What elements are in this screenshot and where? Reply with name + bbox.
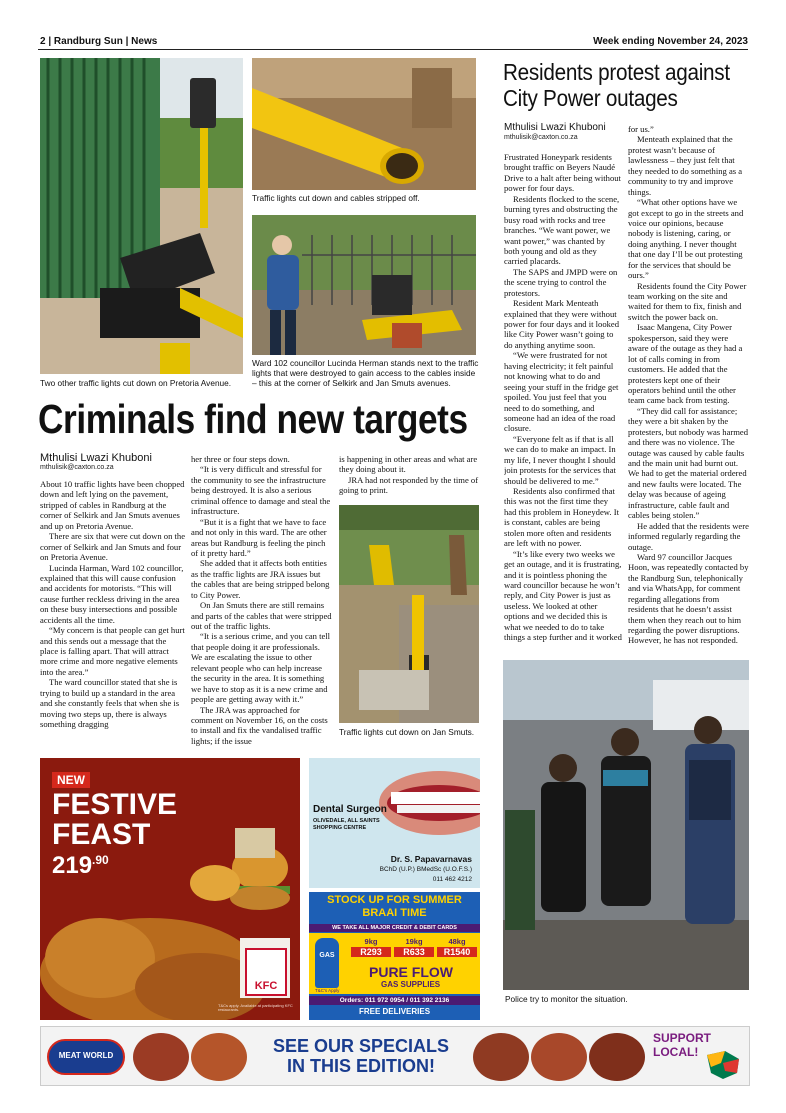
- meat-world-logo-text: MEAT WORLD: [58, 1051, 114, 1060]
- kfc-title-feast: FEAST: [52, 818, 151, 851]
- ad-pure-flow-gas[interactable]: [309, 892, 480, 1020]
- paragraph: is happening in other areas and what are they doing about it.: [339, 454, 478, 475]
- paragraph: The ward councillor stated that she is trying to build up a standard in the area and she constantly feels that when she is moving two steps up, there is always something dragging: [40, 677, 180, 730]
- byline-article2: Mthulisi Lwazi Khuboni: [504, 122, 606, 133]
- banner-meat-1: [133, 1033, 189, 1081]
- photo-police: [503, 660, 749, 990]
- banner-meat-5: [589, 1033, 645, 1081]
- gas-size-price: R1540: [437, 947, 477, 957]
- caption-cables-stripped: Traffic lights cut down and cables stripped off.: [252, 193, 420, 203]
- smile-image: [369, 758, 480, 848]
- paragraph: “It’s like every two weeks we get an outage, and it is frustrating, and it is pointless phoning the ward councillor because he won’t reply, and City Power is just as useless. We looked at other options and we decided this is what we needed to do to take things a step further and it worked: [504, 548, 622, 643]
- gas-size-price: R633: [394, 947, 434, 957]
- paragraph: On Jan Smuts there are still remains and parts of the cables that were stripped out of the traffic lights.: [191, 600, 332, 631]
- paragraph: The SAPS and JMPD were on the scene trying to control the protestors.: [504, 266, 618, 298]
- paragraph: “Everyone felt as if that is all we can do to make an impact. In my life, I never thought I should join protests for the services that should be delivered to me.”: [504, 433, 616, 486]
- photo-councillor: [252, 215, 476, 355]
- paragraph: Frustrated Honeypark residents brought traffic on Beyers Naudé Drive to a halt after being without power for four days.: [504, 152, 621, 194]
- header-rule: [38, 49, 748, 50]
- banner-line2: IN THIS EDITION!: [287, 1056, 435, 1076]
- jan-smuts-image: [339, 505, 479, 723]
- paragraph: The JRA was approached for comment on November 16, on the costs to install and fix the vandalised traffic lights; if the issue: [191, 704, 328, 746]
- kfc-logo-text: KFC: [254, 980, 278, 992]
- paragraph: “It is a serious crime, and you can tell that people doing it are professionals. We are escalating the issue to other relevant people who can help increase the security in the area. It is something we have to stop as it is a new crime and people are getting away with it.”: [191, 631, 331, 705]
- headline-residents: [503, 60, 755, 112]
- cables-stripped-image: [252, 58, 476, 190]
- dental-title: Dental Surgeon: [313, 804, 387, 815]
- byline-article1: Mthulisi Lwazi Khuboni: [40, 452, 152, 464]
- support-local-badge: [653, 1031, 745, 1083]
- gas-size-19kg: [394, 937, 434, 957]
- caption-jan-smuts: Traffic lights cut down on Jan Smuts.: [339, 727, 475, 737]
- photo-cables-stripped: [252, 58, 476, 190]
- gas-orders[interactable]: Orders: 011 972 0954 / 011 392 2136: [309, 996, 480, 1005]
- paragraph: Menteath explained that the protest wasn’t because of lawlessness – they just felt that they needed to do something as a community to try and improve things.: [628, 134, 743, 197]
- page-number: 2 | Randburg Sun |: [40, 36, 129, 47]
- paragraph: Residents also confirmed that this was not the first time they had this problem in Honeydew. It is constant, cables are being stolen more often and residents are left with no power.: [504, 486, 619, 549]
- section-name: News: [131, 36, 158, 47]
- south-africa-map-icon: [703, 1049, 743, 1081]
- paragraph: her three or four steps down.: [191, 454, 290, 464]
- caption-pretoria-avenue: Two other traffic lights cut down on Pretoria Avenue.: [40, 378, 232, 388]
- kfc-logo: [245, 948, 287, 996]
- headline-criminals: Criminals find new targets: [38, 396, 468, 442]
- paragraph: There are six that were cut down on the corner of Selkirk and Jan Smuts and four on Pretoria Avenue.: [40, 531, 186, 563]
- ad-kfc-festive-feast[interactable]: [40, 758, 300, 1020]
- paragraph: He added that the residents were informed regularly regarding the outage.: [628, 520, 749, 552]
- dental-doctor: Dr. S. Papavarnavas: [390, 854, 472, 864]
- article1-column3: [339, 454, 479, 499]
- banner-meat-2: [191, 1033, 247, 1081]
- article2-column1: [504, 152, 622, 704]
- paragraph: Residents flocked to the scene, burning tyres and obstructing the busy road with rocks and tree branches. “We want power, we want power,” was chanted by both young and old as they carried placards.: [504, 193, 620, 267]
- paragraph: Isaac Mangena, City Power spokesperson, said they were aware of the outage as they had a lot of calls coming in from customers. He added that the protesters kept one of their operators behind until the other team came back from testing.: [628, 322, 743, 406]
- photo-jan-smuts: [339, 505, 479, 723]
- article1-column2: [191, 454, 333, 772]
- kfc-fine-print: T&Cs apply. Available at participating KFC restaurants.: [218, 1003, 293, 1013]
- banner-line1: SEE OUR SPECIALS: [272, 1036, 450, 1056]
- paragraph: “They did call for assistance; they were a bit shaken by the protesters, but nobody was harmed and there was no violence. The outage was caused by cable faults and the main unit had burnt out. We had to get the material ordered and new faults were located. The delay was because of ageing infrastructure, cable fault and cables being stolen.”: [628, 405, 749, 521]
- support-local-text-1: SUPPORT: [653, 1031, 712, 1045]
- paragraph: “My concern is that people can get hurt and this sends out a message that the place is falling apart. That will attract more crime and more negative elements into the area.”: [40, 625, 185, 677]
- paragraph: “We were frustrated for not having electricity; it felt painful not knowing what to do and seeing your stuff in the fridge get spoiled. You just feel that you need to do something, and someone had an idea of the road closure.: [504, 350, 619, 434]
- gas-brand-sub: GAS SUPPLIES: [381, 980, 441, 989]
- gas-headline-2: BRAAI TIME: [362, 907, 427, 919]
- paragraph: “But it is a fight that we have to face and not only in this ward. The are other areas but Randburg is feeling the pinch of it pretty hard.”: [191, 516, 327, 558]
- caption-police: Police try to monitor the situation.: [505, 994, 628, 1004]
- page-section-label: [40, 36, 157, 47]
- councillor-image: [252, 215, 476, 355]
- dental-location-2: SHOPPING CENTRE: [313, 825, 367, 831]
- gas-size-price: R293: [351, 947, 391, 957]
- gas-size-label: 48kg: [448, 937, 466, 946]
- gas-size-9kg: [351, 937, 391, 957]
- bottom-banner[interactable]: [40, 1026, 750, 1086]
- ad-dental-surgeon[interactable]: [309, 758, 480, 888]
- paragraph: Ward 97 councillor Jacques Hoon, was repeatedly contacted by the Randburg Sun, telephonically and via WhatsApp, for comment regarding allegations from residents that he doesn’t assist them when they reach out to him regarding the power disruptions. However, he has not responded.: [628, 551, 749, 646]
- gas-headline-1: STOCK UP FOR SUMMER: [327, 894, 462, 906]
- gas-brand: PURE FLOW: [369, 964, 453, 980]
- gas-size-label: 19kg: [405, 937, 423, 946]
- photo-pretoria-avenue: [40, 58, 243, 374]
- headline-residents-line1: Residents protest against: [503, 59, 730, 85]
- gas-delivery: FREE DELIVERIES: [358, 1007, 431, 1016]
- paragraph: Resident Mark Menteath explained that they were without power for four days and it looked like City Power wasn’t going to do anything anytime soon.: [504, 298, 620, 350]
- paragraph: Lucinda Harman, Ward 102 councillor, explained that this will cause confusion and accidents for motorists. “This will cause further reckless driving in the area on these busy intersections and possible accidents all the time.: [40, 562, 184, 625]
- article1-column1: [40, 479, 186, 771]
- article2-column2: [628, 124, 749, 704]
- paragraph: About 10 traffic lights have been chopped down and left lying on the pavement, stripped of cables in Randburg at the corner of Selkirk and Jan Smuts avenues and up on Pretoria Avenue.: [40, 479, 185, 531]
- gas-size-label: 9kg: [364, 937, 378, 946]
- paragraph: “It is very difficult and stressful for the community to see the infrastructure being destroyed. It is also a serious criminal offence to damage and steal the infrastructure.: [191, 464, 331, 517]
- kfc-price-cents: .90: [92, 853, 109, 867]
- kfc-price: [52, 854, 109, 878]
- paragraph: She added that it affects both entities as the traffic lights are JRA issues but the cables that are being stripped belong to City Power.: [191, 558, 330, 600]
- banner-meat-3: [473, 1033, 529, 1081]
- support-local-text-2: LOCAL!: [653, 1045, 699, 1059]
- paragraph: “What other options have we got except to go in the streets and voice our opinions, because nobody is listening, caring, or doing anything. I never thought that one day I’ll be out protesting for the services that should be ours.”: [628, 197, 744, 281]
- gas-terms: T&C's Apply: [315, 988, 340, 993]
- gas-cylinder-label: GAS: [319, 952, 335, 959]
- dental-phone[interactable]: 011 462 4212: [432, 876, 472, 883]
- paragraph: JRA had not responded by the time of going to print.: [339, 474, 479, 496]
- meat-world-logo: [47, 1039, 125, 1075]
- dental-qualifications: BChD (U.P.) BMedSc (U.O.F.S.): [379, 866, 472, 873]
- paragraph: Residents found the City Power team working on the site and waited for them to fix, finish and switch the power back on.: [628, 280, 747, 322]
- headline-residents-line2: City Power outages: [503, 84, 678, 111]
- new-badge: NEW: [52, 772, 90, 788]
- police-image: [503, 660, 749, 990]
- pretoria-avenue-image: [40, 58, 243, 374]
- caption-councillor: Ward 102 councillor Lucinda Herman stands next to the traffic lights that were destroyed to gain access to the cables inside – this at the corner of Selkirk and Jan Smuts avenues.: [252, 358, 479, 389]
- gas-size-48kg: [437, 937, 477, 957]
- email-article1: mthulisik@caxton.co.za: [40, 464, 114, 471]
- banner-meat-4: [531, 1033, 587, 1081]
- dental-location-1: OLIVEDALE, ALL SAINTS: [313, 818, 380, 824]
- issue-date: Week ending November 24, 2023: [593, 36, 748, 47]
- paragraph: for us.”: [628, 124, 654, 134]
- kfc-price-rand: 219: [52, 852, 93, 879]
- gas-cylinder-icon: [315, 938, 339, 988]
- email-article2: mthulisik@caxton.co.za: [504, 134, 578, 141]
- kfc-title-festive: FESTIVE: [52, 788, 178, 821]
- gas-cards: WE TAKE ALL MAJOR CREDIT & DEBIT CARDS: [309, 924, 480, 932]
